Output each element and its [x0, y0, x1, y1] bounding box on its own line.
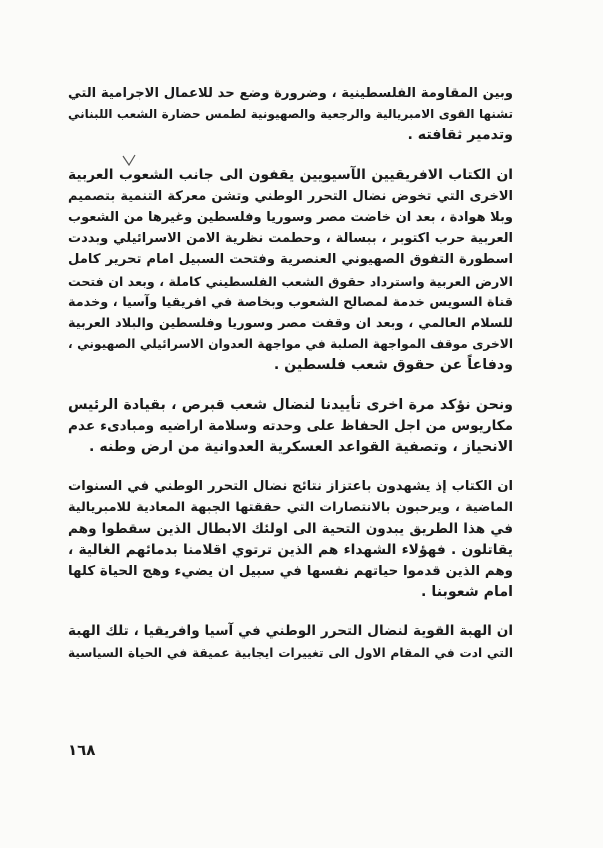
text-line: تشنها القوى الامبريالية والرجعية والصهيونية لطمس حضارة الشعب اللبناني: [68, 107, 513, 122]
text-line: ان الكتاب الافريقيين الآسيويين يقفون الى جانب الشعوب العربية: [68, 166, 513, 183]
text-line: وتدمير ثقافته .: [407, 127, 513, 144]
paragraph-3: [68, 395, 513, 459]
pen-check-mark: [121, 153, 137, 169]
text-line: الانحياز ، وتصفية القواعد العسكرية العدوانية من ارض وطنه .: [89, 439, 513, 456]
text-line: الارض العربية واسترداد حقوق الشعب الفلسطيني كاملة ، وبعد ان فتحت: [68, 273, 513, 289]
text-line: ونحن نؤكد مرة اخرى تأييدنا لنضال شعب قبرص ، بقيادة الرئيس: [68, 396, 513, 413]
page-number: ١٦٨: [68, 741, 96, 759]
text-line: في هذا الطريق يبدون التحية الى اولئك الابطال الذين سقطوا وهم: [68, 520, 513, 537]
text-line: الاخرى موقف المواجهة الصلبة في مواجهة العدوان الاسرائيلي الصهيوني ،: [68, 337, 513, 352]
text-line: ان الهبة القوية لنضال التحرر الوطني في آسيا وافريقيا ، تلك الهبة: [68, 623, 513, 640]
text-line: امام شعوبنا .: [421, 584, 513, 601]
paragraph-2: [68, 165, 513, 377]
page-body: [68, 83, 513, 682]
text-line: العربية حرب اكتوبر ، ببسالة ، وحطمت نظرية الامن الاسرائيلي وبددت: [68, 231, 513, 247]
text-line: الاخرى التي تخوض نضال التحرر الوطني وتشن معركة التنمية بتصميم: [68, 188, 513, 204]
text-line: يقاتلون . فهؤلاء الشهداء هم الذين ترتوي اقلامنا بدمائهم الغالية ،: [68, 541, 513, 558]
text-line: ان الكتاب إذ يشهدون باعتزاز نتائج نضال التحرر الوطني في السنوات: [68, 479, 513, 495]
text-line: للسلام العالمي ، وبعد ان وقفت مصر وسوريا وفلسطين والبلاد العربية: [68, 316, 513, 332]
text-line: الماضية ، ويرحبون بالانتصارات التي حققتها الجبهة المعادية للامبريالية: [68, 500, 513, 516]
text-line: ودفاعاً عن حقوق شعب فلسطين .: [273, 357, 513, 374]
paragraph-1: [68, 83, 513, 147]
text-line: اسطورة التفوق الصهيوني العنصرية وفتحت السبيل امام تحرير كامل: [68, 252, 513, 268]
paragraph-4: [68, 476, 513, 603]
text-line: مكاريوس من اجل الحفاظ على وحدته وسلامة اراضيه ومبادىء عدم: [68, 417, 513, 434]
text-line: وبين المقاومة الفلسطينية ، وضرورة وضع حد للاعمال الاجرامية التي: [68, 86, 513, 101]
paragraph-5: [68, 621, 513, 663]
text-line: التي ادت في المقام الاول الى تغييرات ايجابية عميقة في الحياة السياسية: [68, 645, 513, 660]
text-line: قناة السويس خدمة لمصالح الشعوب وبخاصة في افريقيا وآسيا ، وخدمة: [68, 294, 513, 310]
text-line: وهم الذين قدموا حياتهم نفسها في سبيل ان يضيء وهج الحياة كلها: [68, 564, 513, 580]
text-line: وبلا هوادة ، بعد ان خاضت مصر وسوريا وفلسطين وغيرها من الشعوب: [68, 210, 513, 226]
